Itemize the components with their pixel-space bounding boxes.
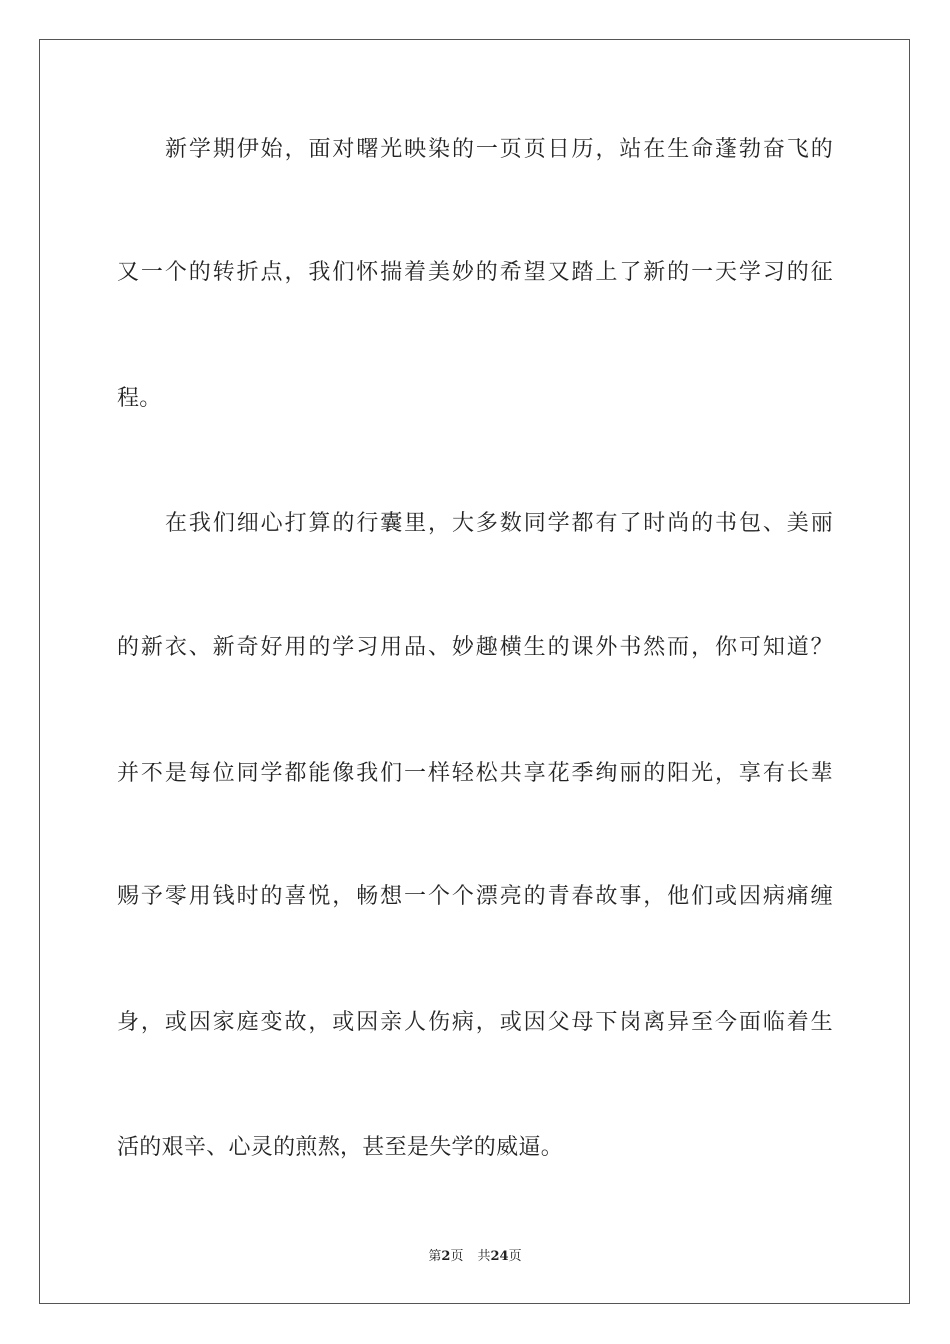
text-line: 赐予零用钱时的喜悦，畅想一个个漂亮的青春故事，他们或因病痛缠 <box>117 884 833 909</box>
total-prefix: 共 <box>477 1249 491 1264</box>
page-number: 2 <box>441 1249 451 1264</box>
page-suffix: 页 <box>450 1249 464 1264</box>
text-line: 程。 <box>117 386 162 411</box>
text-line: 在我们细心打算的行囊里，大多数同学都有了时尚的书包、美丽 <box>165 511 833 536</box>
text-line: 并不是每位同学都能像我们一样轻松共享花季绚丽的阳光，享有长辈 <box>117 761 833 786</box>
total-suffix: 页 <box>508 1249 522 1264</box>
page-prefix: 第 <box>428 1249 442 1264</box>
text-line: 身，或因家庭变故，或因亲人伤病，或因父母下岗离异至今面临着生 <box>117 1010 833 1035</box>
page-frame <box>39 39 910 1304</box>
text-line: 的新衣、新奇好用的学习用品、妙趣横生的课外书然而，你可知道？ <box>117 635 833 660</box>
text-line: 新学期伊始，面对曙光映染的一页页日历，站在生命蓬勃奋飞的 <box>165 137 833 162</box>
text-line: 又一个的转折点，我们怀揣着美妙的希望又踏上了新的一天学习的征 <box>117 260 833 285</box>
text-line: 活的艰辛、心灵的煎熬，甚至是失学的威逼。 <box>117 1135 564 1160</box>
page-footer <box>0 1248 950 1266</box>
total-pages: 24 <box>490 1249 509 1264</box>
